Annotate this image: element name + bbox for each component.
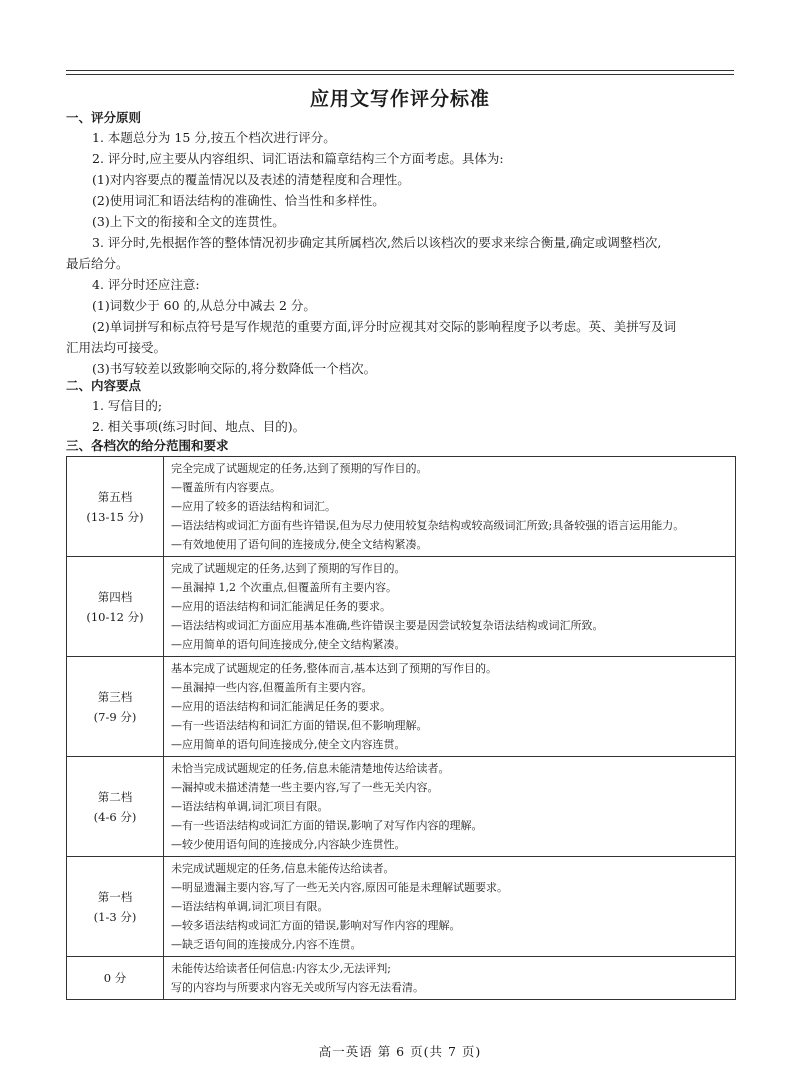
grade-level-cell — [67, 857, 164, 956]
grade-description-cell — [164, 457, 735, 556]
paragraph-line: 2. 评分时,应主要从内容组织、词汇语法和篇章结构三个方面考虑。具体为: — [92, 151, 504, 166]
section-heading: 一、评分原则 — [66, 110, 142, 125]
criterion-line: —虽漏掉 1,2 个次重点,但覆盖所有主要内容。 — [171, 581, 397, 594]
grade-level-name: 0 分 — [103, 971, 127, 985]
criterion-line: —应用的语法结构和词汇能满足任务的要求。 — [171, 600, 391, 613]
grade-row — [67, 656, 735, 756]
grade-level-name: 第二档 — [97, 789, 133, 804]
grade-description-cell — [164, 657, 735, 756]
criterion-line: —虽漏掉一些内容,但覆盖所有主要内容。 — [171, 681, 373, 694]
grade-level-cell — [67, 657, 164, 756]
grade-score-range: (7-9 分) — [93, 709, 137, 724]
criterion-line: —较多语法结构或词汇方面的错误,影响对写作内容的理解。 — [171, 919, 461, 932]
section-content-points — [66, 377, 736, 437]
grade-row — [67, 756, 735, 856]
grade-score-range: (4-6 分) — [93, 809, 137, 824]
grade-level-name: 第三档 — [97, 689, 133, 704]
top-rule-thin — [66, 74, 734, 75]
grade-row — [67, 856, 735, 956]
paragraph-line: (2)单词拼写和标点符号是写作规范的重要方面,评分时应视其对交际的影响程度予以考虑。英、美拼写及词 — [92, 319, 677, 334]
criterion-line: —覆盖所有内容要点。 — [171, 481, 281, 494]
paragraph-line: 2. 相关事项(练习时间、地点、目的)。 — [92, 419, 306, 434]
criterion-line: —语法结构单调,词汇项目有限。 — [171, 800, 329, 813]
paragraph-line: (3)上下文的衔接和全文的连贯性。 — [92, 214, 285, 229]
grade-level-name: 第四档 — [97, 589, 133, 604]
criterion-line: —语法结构或词汇方面应用基本准确,些许错误主要是因尝试较复杂语法结构或词汇所致。 — [171, 619, 604, 632]
page-title: 应用文写作评分标准 — [309, 88, 490, 110]
criterion-line: —明显遗漏主要内容,写了一些无关内容,原因可能是未理解试题要求。 — [171, 881, 508, 894]
grade-level-cell — [67, 757, 164, 856]
grade-row — [67, 556, 735, 656]
criterion-line: —应用简单的语句间连接成分,使全文内容连贯。 — [171, 738, 406, 751]
grade-row — [67, 956, 735, 999]
grade-score-range: (10-12 分) — [86, 609, 144, 624]
criterion-line: 写的内容均与所要求内容无关或所写内容无法看清。 — [171, 981, 424, 994]
paragraph-line: 1. 写信目的; — [92, 398, 163, 413]
page-footer: 高一英语 第 6 页(共 7 页) — [318, 1044, 482, 1059]
section-scoring-principles — [66, 109, 736, 379]
criterion-line: 完成了试题规定的任务,达到了预期的写作目的。 — [171, 562, 406, 575]
criterion-line: 完全完成了试题规定的任务,达到了预期的写作目的。 — [171, 462, 428, 475]
criterion-line: —语法结构单调,词汇项目有限。 — [171, 900, 329, 913]
section-heading: 三、各档次的给分范围和要求 — [66, 438, 229, 453]
grade-row — [67, 457, 735, 556]
paragraph-line: 3. 评分时,先根据作答的整体情况初步确定其所属档次,然后以该档次的要求来综合衡量,确定或调整档次, — [92, 235, 662, 250]
section-heading: 二、内容要点 — [66, 378, 142, 393]
grade-description-cell — [164, 857, 735, 956]
criterion-line: 未能传达给读者任何信息:内容太少,无法评判; — [171, 962, 391, 975]
paragraph-line: (2)使用词汇和语法结构的准确性、恰当性和多样性。 — [92, 193, 385, 208]
grade-description-cell — [164, 957, 735, 999]
criterion-line: —语法结构或词汇方面有些许错误,但为尽力使用较复杂结构或较高级词汇所致;具备较强的语言运用能力。 — [171, 519, 685, 532]
grade-table — [66, 456, 736, 1000]
grade-level-cell — [67, 457, 164, 556]
criterion-line: —有效地使用了语句间的连接成分,使全文结构紧凑。 — [171, 538, 428, 551]
grade-level-name: 第一档 — [97, 889, 133, 904]
criterion-line: —应用简单的语句间连接成分,使全文结构紧凑。 — [171, 638, 406, 651]
criterion-line: —应用的语法结构和词汇能满足任务的要求。 — [171, 700, 391, 713]
criterion-line: 未恰当完成试题规定的任务,信息未能清楚地传达给读者。 — [171, 762, 450, 775]
criterion-line: —有一些语法结构或词汇方面的错误,影响了对写作内容的理解。 — [171, 819, 483, 832]
criterion-line: —有一些语法结构和词汇方面的错误,但不影响理解。 — [171, 719, 428, 732]
paragraph-line: 4. 评分时还应注意: — [92, 277, 200, 292]
criterion-line: —漏掉或未描述清楚一些主要内容,写了一些无关内容。 — [171, 781, 439, 794]
criterion-line: 基本完成了试题规定的任务,整体而言,基本达到了预期的写作目的。 — [171, 662, 497, 675]
grade-score-range: (1-3 分) — [93, 909, 137, 924]
section-grade-ranges — [66, 437, 736, 455]
paragraph-line: 汇用法均可接受。 — [66, 340, 167, 355]
paragraph-line: 1. 本题总分为 15 分,按五个档次进行评分。 — [92, 130, 336, 145]
grade-description-cell — [164, 557, 735, 656]
top-rule — [66, 70, 734, 71]
grade-level-cell — [67, 957, 164, 999]
criterion-line: 未完成试题规定的任务,信息未能传达给读者。 — [171, 862, 395, 875]
grade-description-cell — [164, 757, 735, 856]
criterion-line: —较少使用语句间的连接成分,内容缺少连贯性。 — [171, 838, 406, 851]
paragraph-line: (1)词数少于 60 的,从总分中减去 2 分。 — [92, 298, 316, 313]
paragraph-line: (1)对内容要点的覆盖情况以及表述的清楚程度和合理性。 — [92, 172, 410, 187]
paragraph-line: (3)书写较差以致影响交际的,将分数降低一个档次。 — [92, 361, 377, 376]
grade-level-name: 第五档 — [97, 489, 133, 504]
grade-score-range: (13-15 分) — [86, 509, 144, 524]
paragraph-line: 最后给分。 — [66, 256, 129, 271]
grade-level-cell — [67, 557, 164, 656]
criterion-line: —应用了较多的语法结构和词汇。 — [171, 500, 336, 513]
criterion-line: —缺乏语句间的连接成分,内容不连贯。 — [171, 938, 362, 951]
